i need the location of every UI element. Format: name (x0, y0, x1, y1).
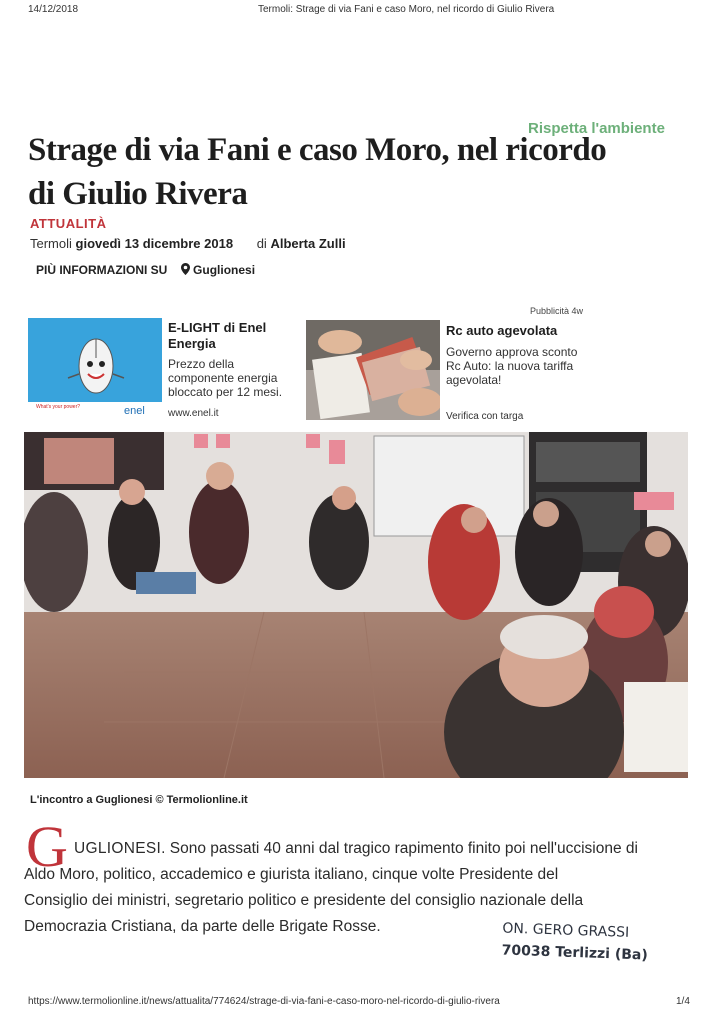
ad-2-desc: Governo approva sconto Rc Auto: la nuova tariffa agevolata! (446, 345, 578, 387)
ad-1-source[interactable]: www.enel.it (168, 408, 219, 419)
meta-place: Termoli (30, 236, 72, 251)
body-line-4: Democrazia Cristiana, da parte delle Brigate Rosse. (24, 918, 381, 935)
headline-line-1: Strage di via Fani e caso Moro, nel ricordo (28, 132, 607, 168)
stamp-line-2: 70038 Terlizzi (Ba) (501, 942, 649, 964)
article-meta (30, 236, 346, 251)
body-line-1-rest: . Sono passati 40 anni dal tragico rapimento finito poi nell'uccisione di (161, 840, 638, 857)
headline-line-2: di Giulio Rivera (28, 176, 248, 212)
article-photo (24, 432, 688, 778)
meta-date: giovedì 13 dicembre 2018 (75, 236, 234, 251)
article-headline (28, 128, 688, 216)
print-url: https://www.termolionline.it/news/attualita/774624/strage-di-via-fani-e-caso-moro-nel-ricordo-di-giulio-rivera (28, 996, 500, 1007)
print-date: 14/12/2018 (28, 4, 79, 15)
ad-enel-image[interactable] (28, 318, 162, 418)
print-page-title: Termoli: Strage di via Fani e caso Moro, nel ricordo di Giulio Rivera (258, 4, 555, 15)
body-lead: UGLIONESI (74, 840, 162, 857)
body-line-1 (24, 836, 684, 862)
eco-link[interactable]: Rispetta l'ambiente (528, 120, 665, 137)
tag-link[interactable]: Guglionesi (193, 263, 256, 277)
ad-2-title[interactable]: Rc auto agevolata (446, 323, 558, 338)
location-pin-icon (181, 263, 193, 277)
stamp-line-1: ON. GERO GRASSI (502, 920, 630, 941)
ad-2-source[interactable]: Verifica con targa (446, 411, 524, 422)
photo-caption: L'incontro a Guglionesi © Termolionline.it (30, 794, 248, 806)
print-page-number: 1/4 (676, 996, 690, 1007)
sponsored-label: Pubblicità 4w (530, 306, 584, 316)
category-link[interactable]: ATTUALITÀ (30, 216, 107, 231)
meta-author[interactable]: Alberta Zulli (270, 236, 346, 251)
ink-stamp (501, 917, 649, 966)
ad-img-text-2: enel (124, 405, 145, 417)
more-info-label: PIÙ INFORMAZIONI SU (36, 263, 168, 277)
ad-1-title[interactable]: E-LIGHT di Enel Energia (168, 320, 267, 351)
ad-rcauto-image[interactable] (306, 320, 440, 420)
body-line-2: Aldo Moro, politico, accademico e giurista italiano, cinque volte Presidente del (24, 866, 559, 883)
ad-img-text-1: What's your power? (36, 404, 81, 410)
drop-cap: G (26, 814, 68, 879)
more-info-bar (36, 263, 255, 277)
meta-by: di (256, 236, 267, 251)
ad-1-desc: Prezzo della componente energia bloccato per 12 mesi. (168, 357, 283, 399)
body-line-3: Consiglio dei ministri, segretario politico e presidente del consiglio nazionale della (24, 892, 584, 909)
